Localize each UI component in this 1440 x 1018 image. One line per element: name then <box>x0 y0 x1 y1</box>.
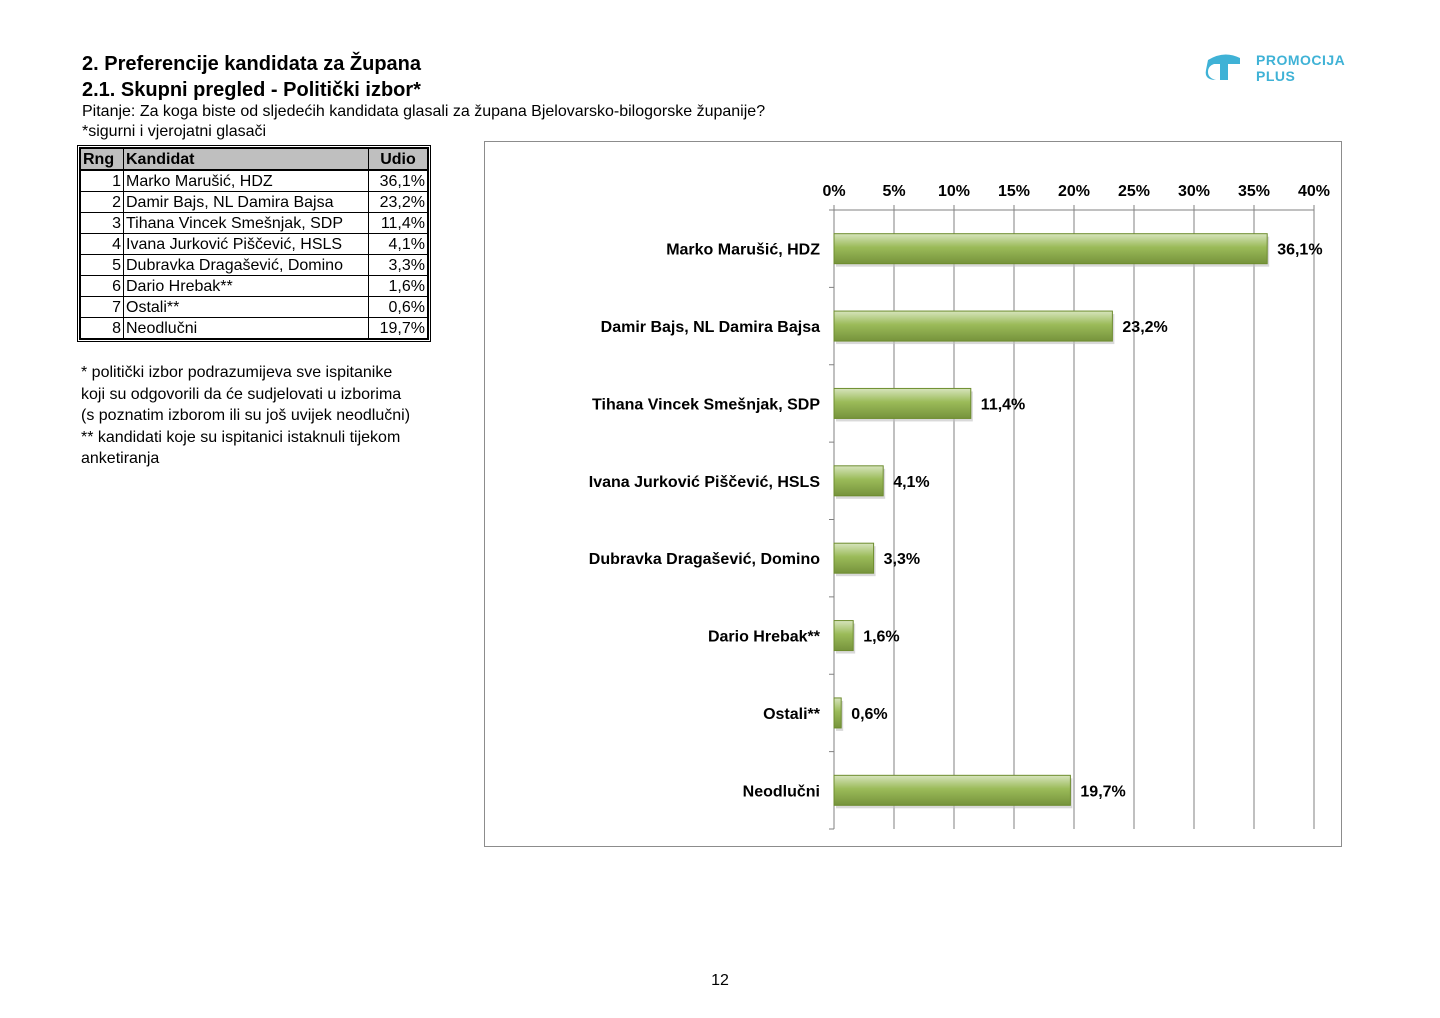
category-label: Dario Hrebak** <box>707 628 820 646</box>
data-label: 1,6% <box>863 628 900 646</box>
data-label: 3,3% <box>883 551 921 569</box>
share-cell: 3,3% <box>369 255 428 276</box>
candidate-cell: Dubravka Dragašević, Domino <box>124 255 369 276</box>
table-row <box>81 318 428 339</box>
rank-cell: 7 <box>81 297 124 318</box>
data-label: 11,4% <box>980 396 1026 414</box>
chart-canvas <box>485 142 1341 846</box>
x-tick-label: 0% <box>822 183 846 200</box>
rank-cell: 6 <box>81 276 124 297</box>
bar <box>834 543 874 573</box>
category-label: Dubravka Dragašević, Domino <box>588 551 820 569</box>
header-rank: Rng <box>81 149 124 171</box>
subsection-title: 2.1. Skupni pregled - Politički izbor* <box>82 79 421 101</box>
bar <box>834 311 1112 341</box>
candidate-cell: Marko Marušić, HDZ <box>124 170 369 192</box>
share-cell: 1,6% <box>369 276 428 297</box>
table-row <box>81 255 428 276</box>
rank-cell: 3 <box>81 213 124 234</box>
x-tick-label: 5% <box>882 183 906 200</box>
section-title: 2. Preferencije kandidata za Župana <box>82 53 422 75</box>
candidate-cell: Dario Hrebak** <box>124 276 369 297</box>
rank-cell: 5 <box>81 255 124 276</box>
share-cell: 19,7% <box>369 318 428 339</box>
header-candidate: Kandidat <box>124 149 369 171</box>
x-tick-label: 25% <box>1117 183 1151 200</box>
bar <box>834 388 971 418</box>
share-cell: 36,1% <box>369 170 428 192</box>
category-label: Ostali** <box>763 705 820 723</box>
footnote-line: * politički izbor podrazumijeva sve ispitanike <box>81 364 393 381</box>
rank-cell: 1 <box>81 170 124 192</box>
footnote <box>81 362 441 470</box>
share-cell: 0,6% <box>369 297 428 318</box>
survey-question: Pitanje: Za koga biste od sljedećih kandidata glasali za župana Bjelovarsko-bilogorske županije? <box>82 103 766 120</box>
footnote-line: koji su odgovorili da će sudjelovati u izborima <box>81 385 402 403</box>
data-label: 23,2% <box>1122 319 1168 337</box>
candidate-cell: Damir Bajs, NL Damira Bajsa <box>124 192 369 213</box>
rank-cell: 4 <box>81 234 124 255</box>
logo-line1: PROMOCIJA <box>1256 52 1346 68</box>
data-label: 36,1% <box>1277 241 1323 259</box>
table-row <box>81 170 428 192</box>
x-tick-label: 35% <box>1237 183 1271 200</box>
category-label: Ivana Jurković Piščević, HSLS <box>588 473 820 491</box>
page-number: 12 <box>711 972 729 989</box>
promocija-plus-logo <box>1204 50 1354 90</box>
candidate-cell: Neodlučni <box>124 318 369 339</box>
bar <box>834 698 841 728</box>
category-label: Tihana Vincek Smešnjak, SDP <box>592 396 820 414</box>
x-tick-label: 10% <box>937 183 971 200</box>
rank-cell: 8 <box>81 318 124 339</box>
data-label: 0,6% <box>851 705 888 723</box>
table-row <box>81 234 428 255</box>
rank-cell: 2 <box>81 192 124 213</box>
table-row <box>81 213 428 234</box>
category-label: Damir Bajs, NL Damira Bajsa <box>600 319 820 337</box>
bar-chart <box>484 141 1342 847</box>
footnote-line: (s poznatim izborom ili su još uvijek neodlučni) <box>81 407 411 424</box>
category-label: Neodlučni <box>742 783 820 801</box>
table-header-row <box>81 149 428 171</box>
bar <box>834 621 853 651</box>
ranking-table <box>77 145 431 342</box>
logo-line2: PLUS <box>1256 68 1296 84</box>
share-cell: 4,1% <box>369 234 428 255</box>
footnote-line: ** kandidati koje su ispitanici istaknuli tijekom <box>81 428 401 446</box>
table-row <box>81 192 428 213</box>
logo-mark-icon <box>1204 50 1244 84</box>
share-cell: 11,4% <box>369 213 428 234</box>
share-cell: 23,2% <box>369 192 428 213</box>
respondents-note: *sigurni i vjerojatni glasači <box>82 123 267 140</box>
candidate-cell: Ivana Jurković Piščević, HSLS <box>124 234 369 255</box>
bar <box>834 234 1267 264</box>
bar <box>834 466 883 496</box>
footnote-line: anketiranja <box>81 450 160 467</box>
x-tick-label: 30% <box>1177 183 1211 200</box>
table-row <box>81 297 428 318</box>
x-tick-label: 20% <box>1057 183 1091 200</box>
data-label: 4,1% <box>893 473 930 491</box>
category-label: Marko Marušić, HDZ <box>666 241 820 259</box>
header-share: Udio <box>369 149 428 171</box>
x-tick-label: 40% <box>1297 183 1331 200</box>
table-row <box>81 276 428 297</box>
candidate-cell: Ostali** <box>124 297 369 318</box>
candidate-cell: Tihana Vincek Smešnjak, SDP <box>124 213 369 234</box>
x-tick-label: 15% <box>997 183 1031 200</box>
bar <box>834 775 1070 805</box>
data-label: 19,7% <box>1080 783 1126 801</box>
